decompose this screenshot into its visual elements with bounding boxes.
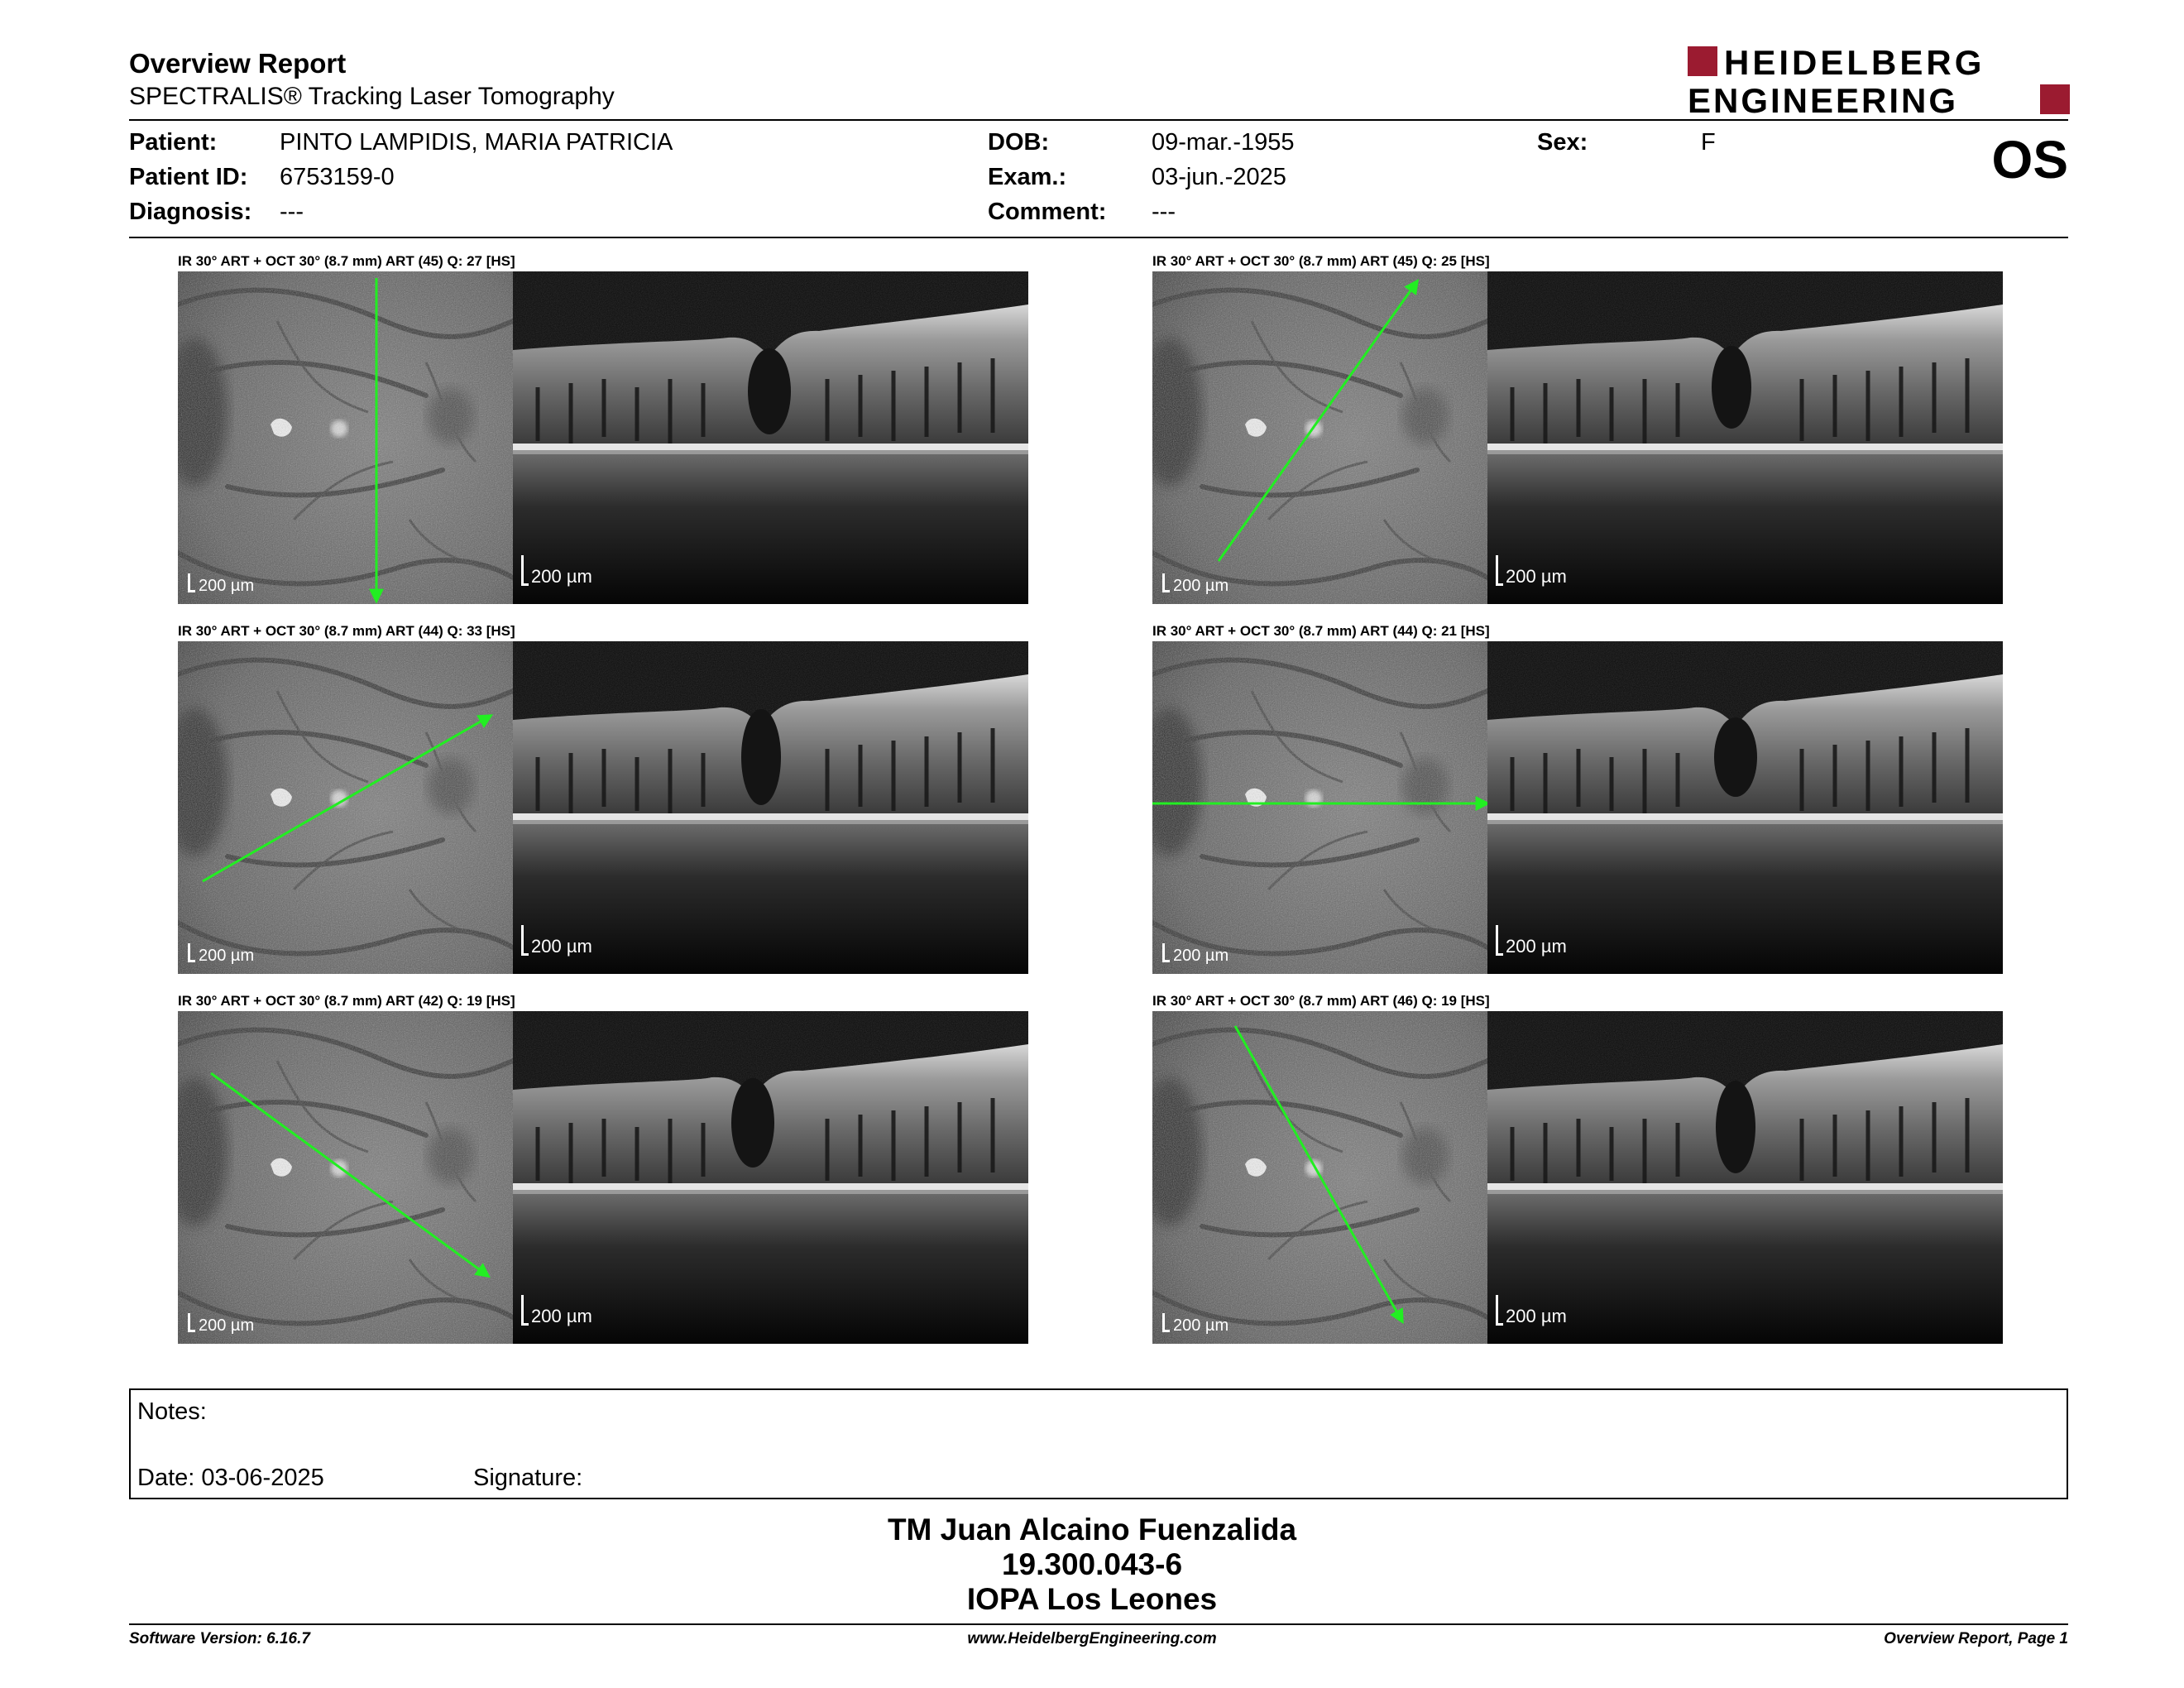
scan-panel (1152, 253, 2003, 601)
exam-label: Exam.: (988, 164, 1067, 190)
logo-text-bottom: ENGINEERING (1688, 81, 1959, 119)
patient-id-label: Patient ID: (129, 164, 248, 190)
logo-text-top: HEIDELBERG (1724, 45, 1985, 82)
scan-panel (178, 253, 1028, 601)
oct-scale-bar (521, 1295, 592, 1327)
fundus-scale-text: 200 µm (199, 947, 255, 965)
report-title: Overview Report (129, 48, 347, 79)
oct-scale-text: 200 µm (531, 566, 592, 587)
fundus-scale-text: 200 µm (199, 1316, 255, 1335)
oct-bscan-image[interactable] (1487, 271, 2003, 604)
fundus-scale-text: 200 µm (1173, 577, 1229, 595)
dob-value: 09-mar.-1955 (1152, 129, 1295, 156)
comment-value: --- (1152, 199, 1176, 225)
oct-scale-bar (1496, 1295, 1567, 1327)
fundus-image[interactable] (1152, 641, 1487, 974)
oct-bscan-image[interactable] (1487, 1011, 2003, 1344)
eye-indicator: OS (1991, 130, 2068, 189)
notes-box[interactable] (129, 1388, 2068, 1499)
fundus-scale-bar (1162, 573, 1228, 596)
institution-name: IOPA Los Leones (966, 1582, 1218, 1616)
oct-bscan-image[interactable] (513, 1011, 1028, 1344)
oct-scale-bar (521, 925, 592, 957)
oct-scale-text: 200 µm (1506, 1306, 1567, 1326)
page-indicator: Overview Report, Page 1 (1884, 1630, 2068, 1647)
patient-name: PINTO LAMPIDIS, MARIA PATRICIA (280, 129, 673, 156)
scan-label: IR 30° ART + OCT 30° (8.7 mm) ART (46) Q: 19 [HS] (1152, 993, 1490, 1009)
fundus-scale-text: 200 µm (199, 577, 255, 595)
oct-scale-bar (521, 555, 592, 587)
scan-panel (1152, 993, 2003, 1340)
sex-value: F (1701, 129, 1716, 156)
scan-label: IR 30° ART + OCT 30° (8.7 mm) ART (44) Q: 33 [HS] (178, 623, 515, 639)
fundus-scale-bar (1162, 1313, 1228, 1336)
fundus-scale-bar (188, 943, 254, 966)
fundus-scale-text: 200 µm (1173, 947, 1229, 965)
oct-scale-text: 200 µm (1506, 936, 1567, 957)
scan-panel (1152, 623, 2003, 971)
notes-label: Notes: (137, 1398, 207, 1425)
signature-label: Signature: (473, 1465, 583, 1491)
scan-panel (178, 623, 1028, 971)
oct-scale-bar (1496, 555, 1567, 587)
header-divider (129, 119, 2068, 121)
operator-id: 19.300.043-6 (1001, 1547, 1183, 1581)
fundus-scale-text: 200 µm (1173, 1316, 1229, 1335)
oct-bscan-image[interactable] (513, 641, 1028, 974)
oct-scale-text: 200 µm (1506, 566, 1567, 587)
oct-bscan-image[interactable] (513, 271, 1028, 604)
scan-label: IR 30° ART + OCT 30° (8.7 mm) ART (45) Q: 27 [HS] (178, 253, 515, 269)
scan-panel (178, 993, 1028, 1340)
fundus-scale-bar (1162, 943, 1228, 966)
patient-divider (129, 237, 2068, 238)
fundus-image[interactable] (178, 1011, 513, 1344)
sex-label: Sex: (1537, 129, 1588, 156)
fundus-image[interactable] (178, 641, 513, 974)
oct-scale-bar (1496, 925, 1567, 957)
diagnosis-value: --- (280, 199, 304, 225)
comment-label: Comment: (988, 199, 1107, 225)
oct-bscan-image[interactable] (1487, 641, 2003, 974)
fundus-image[interactable] (178, 271, 513, 604)
scan-label: IR 30° ART + OCT 30° (8.7 mm) ART (45) Q: 25 [HS] (1152, 253, 1490, 269)
exam-value: 03-jun.-2025 (1152, 164, 1286, 190)
fundus-scale-bar (188, 573, 254, 596)
fundus-scale-bar (188, 1313, 254, 1336)
patient-id: 6753159-0 (280, 164, 395, 190)
oct-scale-text: 200 µm (531, 936, 592, 957)
fundus-image[interactable] (1152, 271, 1487, 604)
scan-label: IR 30° ART + OCT 30° (8.7 mm) ART (44) Q: 21 [HS] (1152, 623, 1490, 639)
operator-name: TM Juan Alcaino Fuenzalida (887, 1513, 1297, 1547)
heidelberg-logo (1688, 45, 2070, 119)
software-version: Software Version: 6.16.7 (129, 1630, 310, 1647)
website-link[interactable]: www.HeidelbergEngineering.com (967, 1630, 1217, 1647)
oct-scale-text: 200 µm (531, 1306, 592, 1326)
report-subtitle: SPECTRALIS® Tracking Laser Tomography (129, 83, 615, 110)
dob-label: DOB: (988, 129, 1050, 156)
footer-divider (129, 1623, 2068, 1625)
scan-label: IR 30° ART + OCT 30° (8.7 mm) ART (42) Q: 19 [HS] (178, 993, 515, 1009)
diagnosis-label: Diagnosis: (129, 199, 252, 225)
patient-label: Patient: (129, 129, 218, 156)
date-label: Date: 03-06-2025 (137, 1465, 324, 1491)
fundus-image[interactable] (1152, 1011, 1487, 1344)
